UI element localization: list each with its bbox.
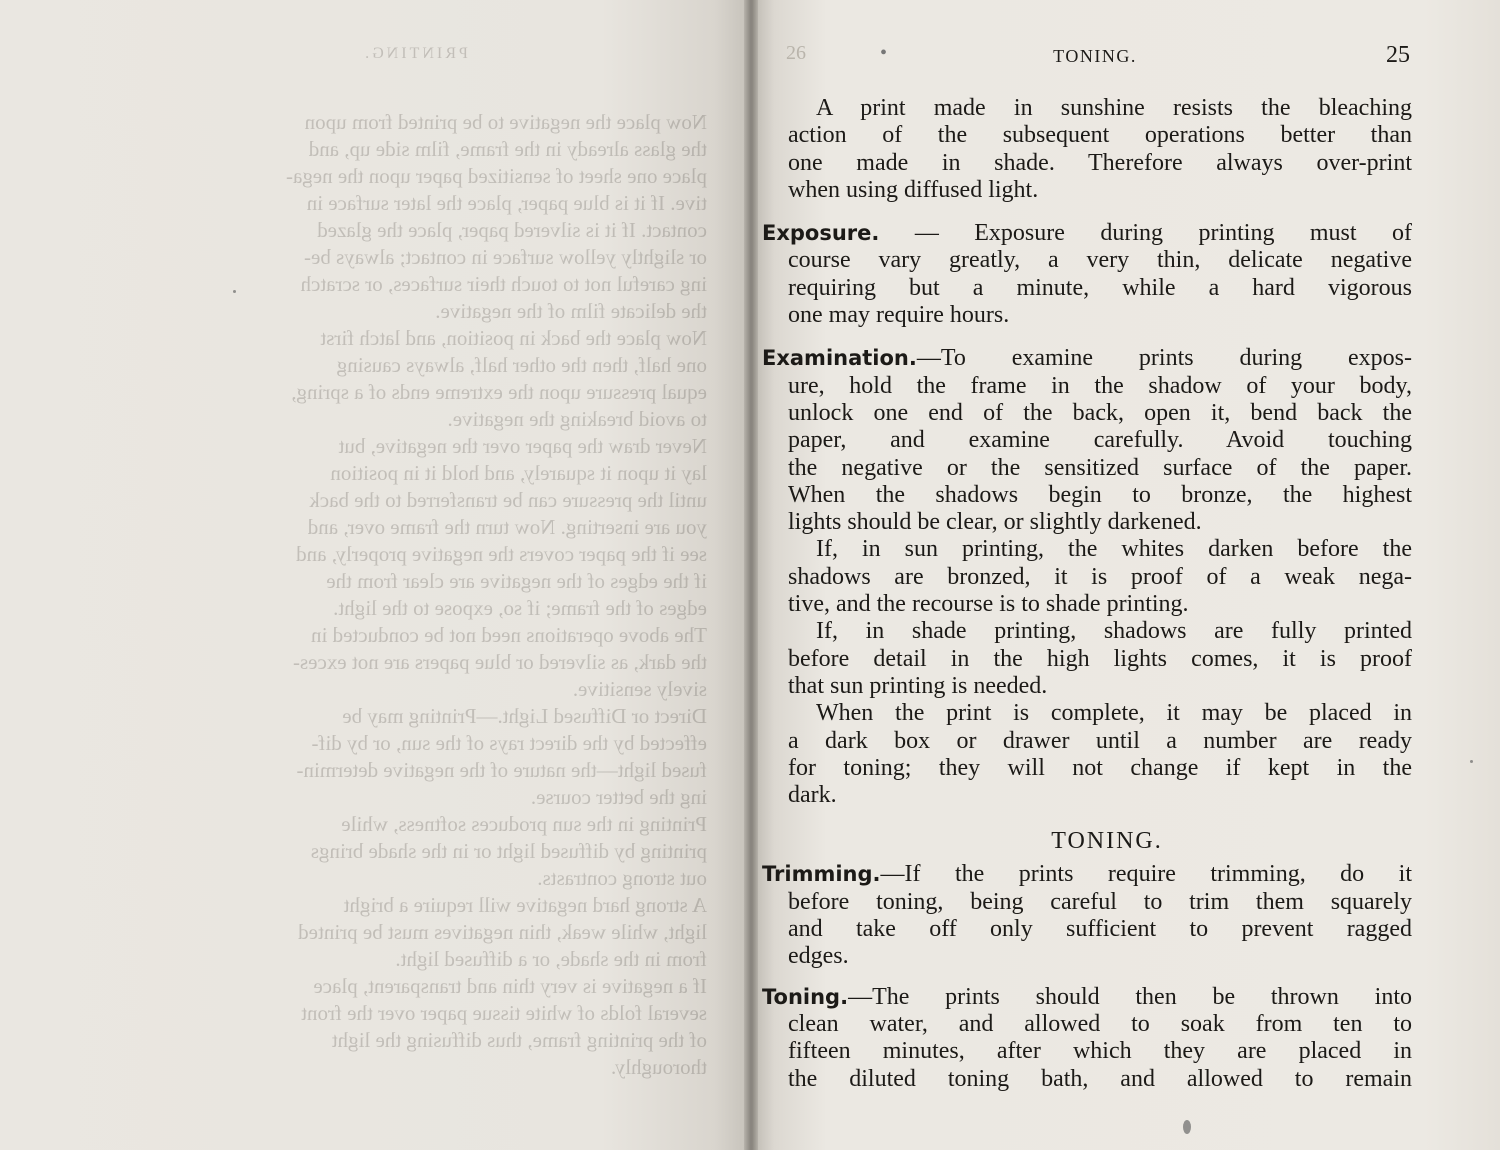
paragraph-intro [762, 95, 1412, 204]
text-line: tive, and the recourse is to shade printing. [788, 591, 1189, 618]
bleed-line: ing careful not to touch their surfaces, or scratch [300, 272, 707, 296]
bleed-line: Printing in the sun produces softness, while [341, 812, 707, 836]
paragraph-sun-printing [762, 536, 1412, 618]
paragraph-trimming [762, 861, 1412, 970]
paper-speck [1470, 760, 1473, 763]
paragraph-shade-printing [762, 618, 1412, 700]
bleed-line: place one sheet of sensitized paper upon the nega- [286, 164, 707, 188]
bleed-line: the dark, as silvered or blue papers are not exces- [293, 650, 707, 674]
text-line: one may require hours. [788, 302, 1010, 329]
text-line: action of the subsequent operations better than [788, 122, 1412, 149]
paragraph-exposure [762, 220, 1412, 329]
bleed-line: edges of the frame; if so, expose to the light. [333, 596, 707, 620]
bleed-line: several folds of white tissue paper over the front [301, 1001, 707, 1025]
bleed-line: the glass already in the frame, film side up, and [308, 137, 707, 161]
bleed-heading: PRINTING. [362, 45, 468, 62]
text-line: When the print is complete, it may be placed in [816, 700, 1412, 727]
bleed-line: the delicate film of the negative. [435, 299, 707, 323]
text-line: when using diffused light. [788, 176, 1039, 203]
text-line: one made in shade. Therefore always over-print [788, 149, 1412, 176]
text-line: for toning; they will not change if kept in the [788, 754, 1412, 781]
text-line: that sun printing is needed. [788, 672, 1048, 699]
text-line: fifteen minutes, after which they are placed in [788, 1038, 1412, 1065]
bleed-line: lay it upon it squarely, and hold it in position [330, 461, 707, 485]
text-line: a dark box or drawer until a number are ready [788, 727, 1412, 754]
text-line: paper, and examine carefully. Avoid touching [788, 427, 1412, 454]
bleed-line: Never draw the paper over the negative, but [338, 434, 707, 458]
bleed-line: The above operations need not be conducted in [311, 623, 707, 647]
bleed-line: equal pressure upon the extreme ends of a spring, [291, 380, 707, 404]
bleed-line: see if the paper covers the negative properly, and [296, 542, 707, 566]
book-gutter [744, 0, 758, 1150]
bleed-line: sively sensitive. [572, 677, 707, 701]
bleed-line: thoroughly. [610, 1055, 707, 1079]
text-line: — Exposure during printing must of [879, 220, 1412, 247]
bleed-line: tive. If it is blue paper, place the later surface in [306, 191, 707, 215]
bleed-line: If a negative is very thin and transparent, place [313, 974, 707, 998]
text-line: dark. [788, 782, 837, 809]
term-examination: Examination. [762, 346, 917, 371]
bleed-line: Now place the negative to be printed from upon [304, 110, 707, 134]
text-line: before toning, being careful to trim them squarely [788, 888, 1412, 915]
paragraph-print-complete [762, 700, 1412, 809]
text-line: —If the prints require trimming, do it [880, 861, 1412, 888]
text-line: the diluted toning bath, and allowed to remain [788, 1065, 1412, 1092]
text-line: edges. [788, 943, 849, 970]
text-line: and take off only sufficient to prevent ragged [788, 916, 1412, 943]
text-line: unlock one end of the back, open it, bend back the [788, 399, 1412, 426]
term-exposure: Exposure. [762, 221, 880, 246]
bleed-line: A strong hard negative will require a bright [343, 893, 707, 917]
bleed-line: Direct or Diffused Light.—Printing may be [342, 704, 707, 728]
text-line: A print made in sunshine resists the bleaching [816, 95, 1412, 121]
bleed-line: you are inserting. Now turn the frame over, and [307, 515, 707, 539]
bleed-line: until the pressure can be transferred to the back [309, 488, 707, 512]
page-number: 25 [1386, 42, 1410, 68]
section-heading: TONING. [1051, 828, 1163, 855]
text-line: requiring but a minute, while a hard vigorous [788, 274, 1412, 301]
text-line: —To examine prints during expos- [916, 345, 1412, 372]
page-header [780, 42, 1410, 72]
bleed-line: or slightly yellow surface in contact; always be- [304, 245, 707, 269]
running-title: TONING. [1053, 46, 1137, 66]
bleed-line: Now place the back in position, and latch first [320, 326, 707, 350]
bleed-line: from in the shade, or a diffused light. [395, 947, 707, 971]
paper-speck [1183, 1120, 1191, 1134]
paragraph-examination [762, 345, 1412, 536]
text-line: —The prints should then be thrown into [848, 983, 1412, 1010]
text-line: before detail in the high lights comes, it is proof [788, 645, 1412, 672]
bleed-line: contact. If it is silvered paper, place the glazed [317, 218, 707, 242]
paragraph-toning [762, 984, 1412, 1093]
bleed-line: fused light—the nature of the negative determin- [296, 758, 707, 782]
text-line: If, in sun printing, the whites darken before the [816, 536, 1412, 563]
text-line: course vary greatly, a very thin, delicate negative [788, 247, 1412, 274]
facing-page-bleed-through [95, 40, 735, 1100]
text-line: clean water, and allowed to soak from ten to [788, 1010, 1412, 1037]
bleed-line: printing by diffused light or in the shade brings [310, 839, 707, 863]
bleed-line: of the printing frame, thus diffusing the light [331, 1028, 707, 1052]
paper-speck [233, 290, 236, 293]
bleed-line: if the edges of the negative are clear from the [326, 569, 707, 593]
bleed-line: ing the better course. [530, 785, 707, 809]
text-line: lights should be clear, or slightly darkened. [788, 509, 1202, 536]
page-body [762, 95, 1412, 1093]
text-line: the negative or the sensitized surface of the paper. [788, 454, 1412, 481]
ghost-page-number: 26 [786, 42, 806, 64]
bleed-line: light, while weak, thin negatives must be printed [298, 920, 707, 944]
term-toning: Toning. [762, 984, 849, 1009]
bleed-line: effected by the direct rays of the sun, or by dif- [311, 731, 707, 755]
bleed-line: one half, then the other half, always causing [336, 353, 707, 377]
text-line: ure, hold the frame in the shadow of your body, [788, 372, 1412, 399]
text-line: If, in shade printing, shadows are fully printed [816, 618, 1412, 645]
header-dot: • [880, 42, 888, 64]
bleed-line: out strong contrasts. [537, 866, 707, 890]
bleed-line: to avoid breaking the negative. [447, 407, 707, 431]
text-line: When the shadows begin to bronze, the highest [788, 481, 1412, 508]
text-line: shadows are bronzed, it is proof of a weak nega- [788, 563, 1412, 590]
term-trimming: Trimming. [762, 862, 881, 887]
